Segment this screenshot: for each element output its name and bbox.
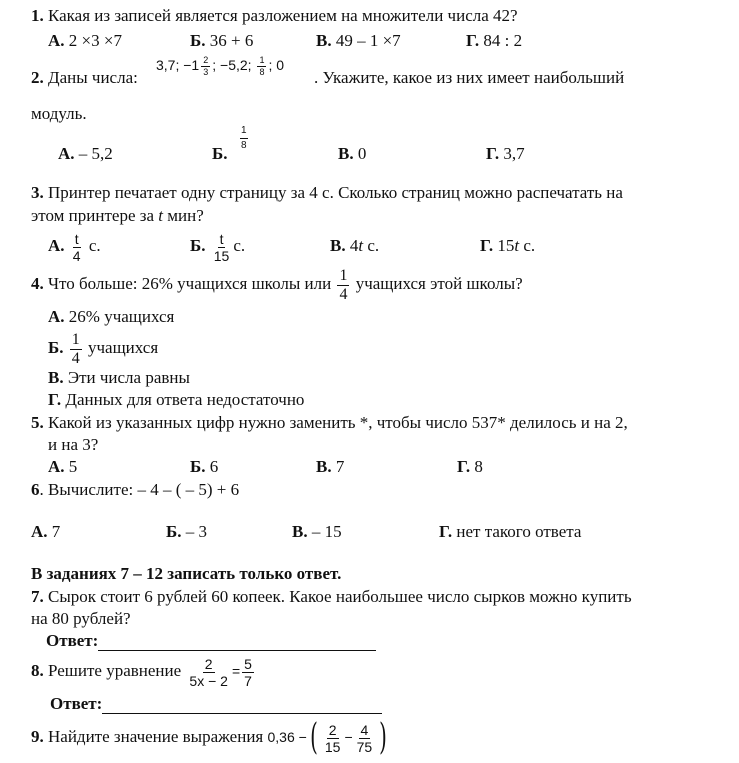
- q3-line-a: [31, 183, 623, 203]
- q1-option-d: [466, 31, 522, 51]
- q5-option-d: [457, 457, 483, 477]
- frac-den: 4: [71, 349, 80, 367]
- option-letter: В.: [330, 236, 346, 255]
- option-unit: с.: [363, 236, 380, 255]
- q5-text-a: Какой из указанных цифр нужно заменить *, чтобы число 537* делилось и на 2,: [48, 413, 628, 432]
- q4-option-b: [48, 330, 158, 367]
- option-letter: Г.: [457, 457, 471, 476]
- option-value: 26% учащихся: [68, 307, 175, 326]
- frac-den: 75: [356, 738, 373, 755]
- frac-den: 15: [324, 738, 341, 755]
- q3-option-c: [330, 236, 379, 256]
- q2-option-a: [58, 144, 113, 164]
- option-letter: В.: [316, 457, 332, 476]
- q4-text-a: Что больше: 26% учащихся школы или: [48, 274, 332, 293]
- frac-den: 15: [213, 247, 230, 264]
- q2-option-b: [212, 144, 228, 164]
- q5-text-b: и на 3?: [48, 435, 99, 454]
- q7-line-a: [31, 587, 632, 607]
- option-frac: [212, 232, 232, 263]
- q1-text: Какая из записей является разложением на множители числа 42?: [48, 6, 518, 25]
- option-letter: В.: [292, 522, 308, 541]
- option-value: 84 : 2: [483, 31, 523, 50]
- q9-text: Найдите значение выражения: [48, 727, 264, 746]
- q1-option-c: [316, 31, 401, 51]
- q6-text: . Вычислите:: [39, 480, 134, 499]
- option-value: – 5,2: [78, 144, 113, 163]
- option-value: 2 ×3 ×7: [68, 31, 122, 50]
- frac-den: 7: [244, 672, 252, 689]
- q7-answer-row: [46, 631, 376, 651]
- option-value: 7: [51, 522, 61, 541]
- frac-den: 4: [72, 247, 81, 264]
- option-letter: Г.: [439, 522, 453, 541]
- q4-text-b: учащихся этой школы?: [355, 274, 523, 293]
- option-letter: А.: [58, 144, 75, 163]
- q9-prefix: 0,36 −: [267, 729, 307, 745]
- q7-text-b: на 80 рублей?: [31, 609, 131, 628]
- section-heading: В заданиях 7 – 12 записать только ответ.: [31, 564, 342, 583]
- q4-number: 4.: [31, 274, 44, 293]
- right-paren: ): [379, 717, 388, 759]
- q4-frac: [337, 268, 349, 303]
- frac-den: 5x − 2: [189, 672, 228, 689]
- option-value: 15: [497, 236, 515, 255]
- option-letter: Г.: [486, 144, 500, 163]
- frac-num: t: [74, 230, 79, 247]
- option-unit: с.: [88, 236, 101, 255]
- option-value: Данных для ответа недостаточно: [65, 390, 305, 409]
- q5-option-b: [190, 457, 218, 477]
- option-letter: А.: [48, 31, 65, 50]
- q2-option-b-frac: [240, 124, 248, 153]
- option-letter: Г.: [48, 390, 62, 409]
- option-value: 3,7: [503, 144, 525, 163]
- frac-den: 3: [203, 67, 209, 77]
- option-letter: А.: [48, 236, 65, 255]
- option-letter: Г.: [480, 236, 494, 255]
- q2-option-c: [338, 144, 366, 164]
- answer-label: Ответ:: [46, 631, 99, 650]
- frac-num: 1: [339, 266, 348, 284]
- frac-num: 1: [71, 330, 80, 348]
- q8-equals: =: [231, 663, 241, 679]
- option-value: 49 – 1 ×7: [335, 31, 401, 50]
- option-value: 7: [335, 457, 345, 476]
- frac-den: 4: [339, 285, 348, 303]
- option-value: 8: [474, 457, 483, 476]
- option-value: 0: [357, 144, 367, 163]
- frac-num: 1: [240, 124, 248, 139]
- q8-answer-row: [50, 694, 382, 714]
- frac-den: 8: [241, 140, 247, 151]
- frac-num: 2: [204, 655, 213, 672]
- q2-option-d: [486, 144, 525, 164]
- q9-frac-2: [355, 723, 375, 754]
- q8-lhs-frac: [187, 657, 230, 688]
- q2-numbers: [156, 56, 284, 77]
- answer-field[interactable]: [98, 634, 376, 651]
- option-value: 6: [209, 457, 219, 476]
- q3-number: 3.: [31, 183, 44, 202]
- option-value: нет такого ответа: [456, 522, 582, 541]
- option-letter: В.: [316, 31, 332, 50]
- q3-text-a: Принтер печатает одну страницу за 4 с. Сколько страниц можно распечатать на: [48, 183, 623, 202]
- q3-variable: t: [158, 206, 163, 225]
- answer-field[interactable]: [102, 697, 382, 714]
- q7-text-a: Сырок стоит 6 рублей 60 копеек. Какое наибольшее число сырков можно купить: [48, 587, 632, 606]
- q5-line-a: [31, 413, 628, 433]
- option-value: 36 + 6: [209, 31, 254, 50]
- frac-num: 5: [244, 655, 252, 672]
- option-value: Эти числа равны: [67, 368, 190, 387]
- option-letter: А.: [48, 307, 65, 326]
- option-letter: Б.: [190, 457, 206, 476]
- option-value: 4: [349, 236, 359, 255]
- q2-line-a: [31, 68, 138, 88]
- q4-line: [31, 266, 523, 303]
- q2-number-sep: ; −5,2;: [212, 57, 256, 74]
- q1-option-b: [190, 31, 253, 51]
- q2-text-c: модуль.: [31, 104, 87, 123]
- q1-line: [31, 6, 518, 26]
- q9-line: [31, 715, 390, 759]
- q3-text-b-end: мин?: [163, 206, 204, 225]
- q6-option-d: [439, 522, 581, 542]
- frac-num: t: [219, 230, 224, 247]
- q7-number: 7.: [31, 587, 44, 606]
- q6-number: 6: [31, 480, 40, 499]
- option-frac: [71, 232, 83, 263]
- frac-num: 2: [328, 721, 337, 738]
- q2-number-tail: ; 0: [268, 57, 285, 74]
- option-unit: с.: [519, 236, 536, 255]
- q6-expression: – 4 – ( – 5) + 6: [137, 480, 240, 499]
- option-letter: А.: [48, 457, 65, 476]
- q2-number-4-frac: [257, 56, 266, 77]
- q1-option-a: [48, 31, 122, 51]
- q8-line: [31, 652, 256, 690]
- q6-option-b: [166, 522, 207, 542]
- q3-option-b: [190, 231, 245, 263]
- option-letter: Г.: [466, 31, 480, 50]
- option-letter: Б.: [190, 236, 206, 255]
- q2-text-a: Даны числа:: [48, 68, 138, 87]
- frac-num: 4: [360, 721, 369, 738]
- option-variable: t: [358, 236, 364, 255]
- option-value: учащихся: [88, 338, 159, 357]
- q6-option-a: [31, 522, 60, 542]
- q6-option-c: [292, 522, 342, 542]
- q3-text-b: этом принтере за: [31, 206, 159, 225]
- q9-frac-1: [323, 723, 343, 754]
- option-letter: Б.: [212, 144, 228, 163]
- answer-label: Ответ:: [50, 694, 103, 713]
- q1-number: 1.: [31, 6, 44, 25]
- option-letter: В.: [48, 368, 64, 387]
- option-variable: t: [514, 236, 520, 255]
- q3-line-b: [31, 206, 204, 226]
- option-frac: [70, 332, 82, 367]
- option-unit: с.: [233, 236, 246, 255]
- q2-number-1: 3,7;: [156, 57, 184, 74]
- option-letter: Б.: [166, 522, 182, 541]
- frac-num: 1: [259, 55, 265, 65]
- q5-option-c: [316, 457, 344, 477]
- q8-text: Решите уравнение: [48, 661, 182, 680]
- q2-text-b: . Укажите, какое из них имеет наибольший: [314, 68, 625, 87]
- q6-line: [31, 480, 239, 500]
- q9-number: 9.: [31, 727, 44, 746]
- q9-minus: −: [344, 729, 353, 745]
- q2-number-2-int: −1: [183, 57, 200, 74]
- q4-option-d: [48, 390, 304, 410]
- option-letter: Б.: [48, 338, 64, 357]
- option-value: – 15: [311, 522, 342, 541]
- q8-rhs-frac: [242, 657, 254, 688]
- q4-option-a: [48, 307, 174, 327]
- q2-number-2-frac: [201, 56, 210, 77]
- frac-den: 8: [259, 67, 265, 77]
- q2-number: 2.: [31, 68, 44, 87]
- option-value: – 3: [185, 522, 207, 541]
- q4-option-c: [48, 368, 190, 388]
- option-value: 5: [68, 457, 78, 476]
- option-letter: В.: [338, 144, 354, 163]
- q8-number: 8.: [31, 661, 44, 680]
- q3-option-d: [480, 236, 535, 256]
- left-paren: (: [309, 717, 318, 759]
- option-letter: А.: [31, 522, 48, 541]
- option-letter: Б.: [190, 31, 206, 50]
- q5-number: 5.: [31, 413, 44, 432]
- q5-option-a: [48, 457, 77, 477]
- frac-num: 2: [203, 55, 209, 65]
- q3-option-a: [48, 231, 101, 263]
